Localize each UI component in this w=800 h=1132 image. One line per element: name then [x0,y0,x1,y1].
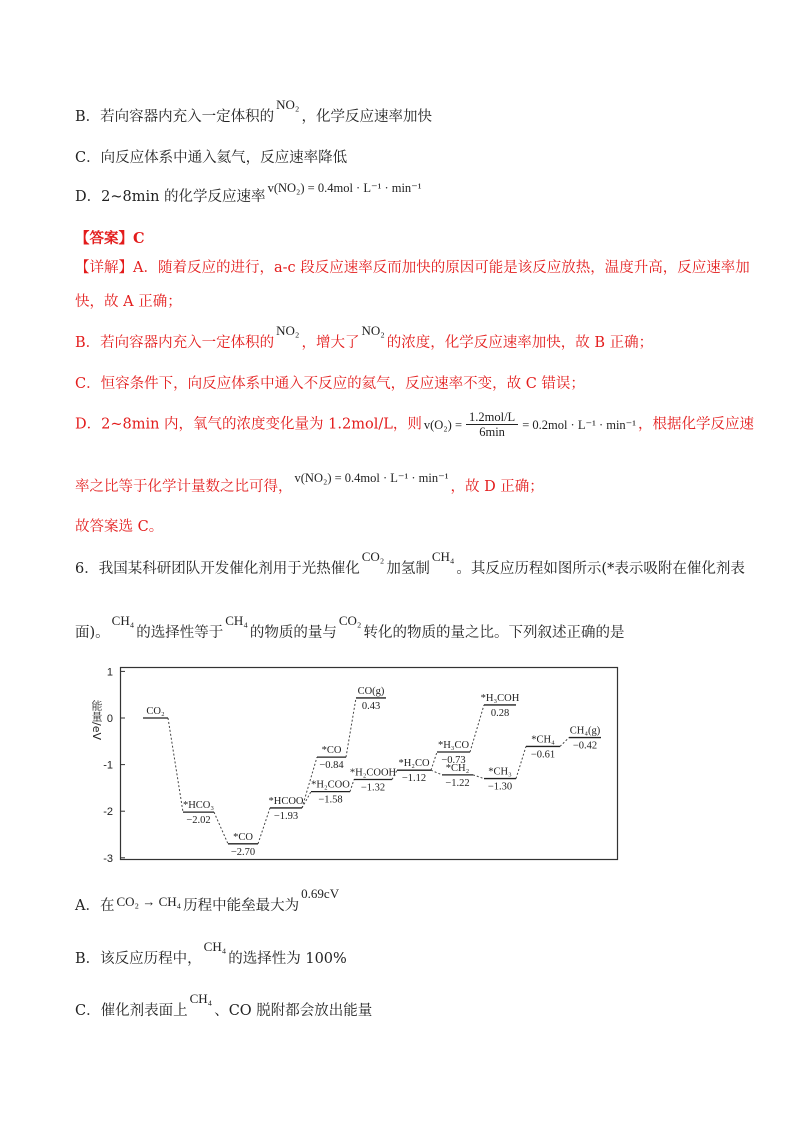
answer-detail-b-formula-2: NO₂ [361,323,385,338]
answer-detail-c [75,375,585,393]
q6-option-a-formula-energy: 0.69cV [301,886,340,901]
answer-detail-c-text: C．恒容条件下，向反应体系中通入不反应的氦气，反应速率不变，故 C 错误； [75,376,585,392]
q6-option-c-text-1: C．催化剂表面上 [75,1003,188,1019]
answer-detail-d-line1 [75,410,754,439]
q6-option-c-formula-ch4: CH₄ [189,991,213,1006]
answer-detail-d-text: D．2~8min 内，氧气的浓度变化量为 1.2mol/L，则 [75,416,422,433]
q6-stem-text-1: 6．我国某科研团队开发催化剂用于光热催化 [75,561,360,577]
pathway-connector [350,780,354,792]
energy-level-label: *CH₄ [531,734,555,746]
energy-level-label: CO₂ [146,706,165,717]
energy-level-value: 0.43 [361,700,381,712]
energy-level-value: −0.84 [319,760,344,772]
answer-detail-d-formula-rhs: = 0.2mol · L⁻¹ · min⁻¹ [522,417,637,432]
answer-conclusion-text: 故答案选 C。 [75,519,164,535]
energy-level-value: −1.32 [360,782,386,794]
pathway-connector [346,698,356,757]
q6-stem2-text-4: 转化的物质的量之比。下列叙述正确的是 [363,625,625,641]
energy-profile-chart [0,655,800,870]
energy-level-label: CO(g) [357,685,385,697]
q6-stem-formula-ch4: CH₄ [431,549,455,564]
q5-option-d-formula: v(NO₂) = 0.4mol · L⁻¹ · min⁻¹ [267,181,422,195]
q6-option-b-text-2: 的选择性为 100% [228,951,347,967]
energy-level-label: *H₃CO [437,740,470,752]
energy-level-value: −1.22 [445,777,470,789]
answer-label-text: 【答案】C [75,230,145,247]
energy-level-label: *H₂COOH [349,767,397,779]
energy-level-label: *HCO₃ [182,800,215,812]
q6-stem2-text-1: 面)。 [75,625,110,641]
pathway-connector [431,770,442,775]
y-tick-label: -2 [103,806,113,819]
q5-option-d-text: D．2~8min 的化学反应速率 [75,189,266,205]
energy-level-label: *H₃COH [480,692,520,704]
q5-option-b-text: B．若向容器内充入一定体积的 [75,109,275,125]
q6-stem2-text-2: 的选择性等于 [136,625,224,641]
q6-option-c-text-2: 、CO 脱附都会放出能量 [214,1003,373,1019]
energy-level-label: *CH₃ [488,766,512,778]
pathway-connector [470,705,484,752]
answer-label [75,230,145,248]
answer-detail-b-text: B．若向容器内充入一定体积的 [75,335,275,351]
pathway-connector [516,746,526,778]
answer-detail-d-fraction [466,410,518,439]
q6-option-c [75,991,373,1020]
q5-option-d [75,181,424,206]
energy-level-value: −0.73 [441,755,466,767]
q6-option-a-text-1: A．在 [75,898,115,914]
energy-level-value: −1.58 [318,794,343,806]
answer-detail-a-text: 【详解】A．随着反应的进行，a-c 段反应速率反而加快的原因可能是该反应放热，温度升高，反应速率加 [75,260,750,276]
energy-level-label: *CO [321,745,342,757]
q5-option-c [75,149,347,167]
energy-level-value: −1.12 [401,773,427,785]
energy-level-value: −1.93 [273,810,299,822]
q6-stem2-formula-ch4-b: CH₄ [225,613,248,628]
energy-level-label: *H₂CO [398,758,430,770]
energy-level-value: −1.30 [487,781,513,793]
answer-detail-d2-text-after: ，故 D 正确； [450,479,544,495]
q6-option-b [75,939,347,968]
q5-option-c-text: C．向反应体系中通入氦气，反应速率降低 [75,150,348,166]
q6-stem-line2 [75,613,625,642]
y-tick-label: -3 [103,852,113,865]
pathway-connector [214,812,228,844]
energy-level-label: *HCOO [268,795,304,807]
fraction-denominator: 6min [479,425,505,439]
pathway-connector [258,808,270,844]
q5-option-b-formula: NO₂ [276,97,300,112]
answer-detail-a-line2 [75,293,182,311]
energy-level-value: −0.61 [530,749,556,761]
pathway-connector [560,738,569,747]
chart-y-axis-label: 能量/eV [90,700,103,740]
answer-detail-d2-formula: v(NO₂) = 0.4mol · L⁻¹ · min⁻¹ [294,471,449,485]
energy-level-value: −2.70 [230,846,256,858]
answer-conclusion [75,518,163,536]
energy-level-label: *H₂COO [311,779,350,791]
q6-stem-formula-co2: CO₂ [361,549,385,564]
pathway-connector [473,775,484,779]
answer-detail-a-line1 [75,259,750,277]
q6-stem2-formula-ch4-a: CH₄ [111,613,135,628]
q6-option-b-text-1: B．该反应历程中， [75,951,202,967]
answer-detail-d2-text: 率之比等于化学计量数之比可得， [75,479,293,495]
q5-option-b-text-after: ，化学反应速率加快 [301,109,432,125]
q6-option-b-formula-ch4: CH₄ [203,939,227,954]
energy-level-value: −2.02 [186,815,211,827]
fraction-numerator: 1.2mol/L [466,410,518,425]
energy-level-label: CH₄(g) [569,725,601,737]
answer-detail-b [75,323,654,352]
q6-stem2-text-3: 的物质的量与 [249,625,337,641]
pathway-connector [431,752,437,770]
q6-stem-line1 [75,549,745,578]
answer-detail-b-text-after: 的浓度，化学反应速率加快，故 B 正确； [386,335,654,351]
q6-option-a [75,886,341,915]
y-tick-label: 0 [106,713,113,725]
answer-detail-b-text-middle: ，增大了 [301,335,360,351]
q5-option-b [75,97,432,126]
q6-stem2-formula-co2: CO₂ [338,613,362,628]
energy-level-label: *CH₂ [445,762,470,774]
energy-level-label: *CO [233,831,253,843]
y-tick-label: 1 [106,666,113,679]
answer-detail-d-line2 [75,471,544,496]
energy-level-value: −0.42 [572,740,598,752]
answer-detail-b-formula-1: NO₂ [276,323,300,338]
energy-level-value: 0.28 [490,707,510,719]
q6-option-a-text-2: 历程中能垒最大为 [183,898,300,914]
y-tick-label: -1 [103,759,113,772]
q6-stem-text-3: 。其反应历程如图所示(*表示吸附在催化剂表 [456,561,745,577]
pathway-connector [168,718,183,812]
answer-detail-a-text-cont: 快，故 A 正确； [75,294,182,310]
answer-detail-d-text-after: ，根据化学反应速 [638,416,755,433]
q6-option-a-formula-reaction: CO₂ → CH₄ [116,894,182,909]
q6-stem-text-2: 加氢制 [386,561,430,577]
answer-detail-d-formula-lhs: v(O₂) = [423,417,462,432]
